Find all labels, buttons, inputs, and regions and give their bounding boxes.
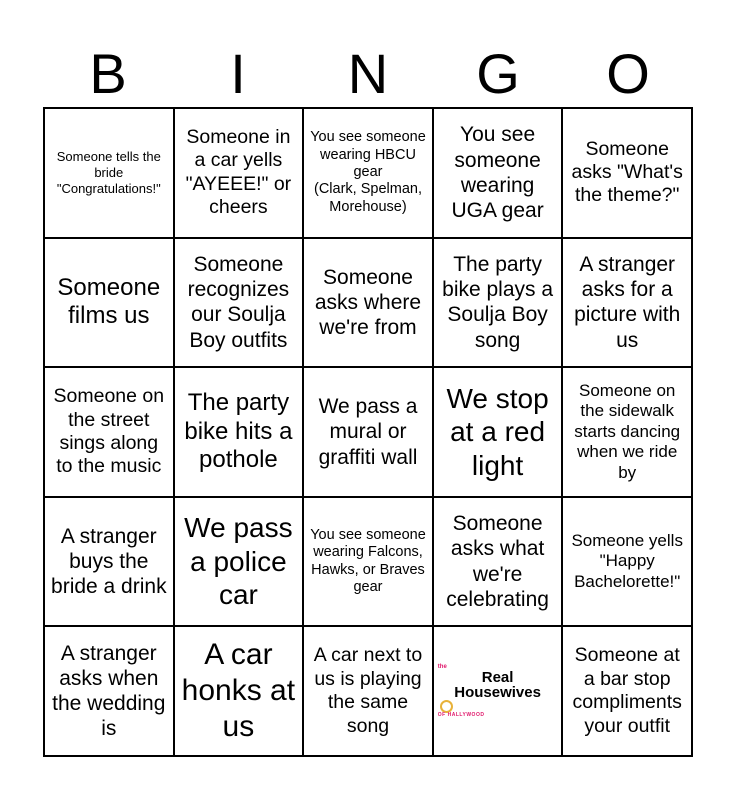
real-housewives-logo	[438, 664, 558, 718]
header-letter-g: G	[476, 42, 520, 105]
cell-text: Someone asks where we're from	[314, 265, 422, 339]
bingo-cell[interactable]	[303, 626, 433, 756]
logo-top-text: the	[437, 664, 447, 671]
bingo-header	[43, 42, 693, 106]
cell-text: You see someone wearing HBCU gear (Clark, Spelman, Morehouse)	[310, 129, 426, 215]
bingo-grid	[43, 107, 693, 757]
cell-text: The party bike hits a pothole	[184, 388, 293, 474]
bingo-cell[interactable]	[303, 238, 433, 368]
bingo-cell[interactable]	[174, 367, 304, 497]
cell-text: Someone asks "What's the theme?"	[571, 137, 683, 207]
bingo-cell[interactable]	[562, 626, 692, 756]
header-letter-b: B	[89, 42, 127, 105]
bingo-cell[interactable]	[303, 367, 433, 497]
cell-text: Someone on the sidewalk starts dancing when we ride by	[574, 381, 681, 482]
cell-text: A car honks at us	[181, 638, 296, 744]
bingo-cell[interactable]	[562, 108, 692, 238]
header-letter-i: I	[230, 42, 246, 105]
bingo-cell[interactable]	[44, 238, 174, 368]
bingo-cell[interactable]	[174, 238, 304, 368]
bingo-cell[interactable]	[174, 497, 304, 627]
bingo-cell[interactable]	[44, 367, 174, 497]
logo-main-text	[438, 670, 558, 713]
free-space-cell[interactable]	[433, 626, 563, 756]
cell-text: We pass a mural or graffiti wall	[318, 395, 418, 469]
cell-text: The party bike plays a Soulja Boy song	[442, 253, 554, 352]
bingo-cell[interactable]	[433, 238, 563, 368]
bingo-cell[interactable]	[562, 497, 692, 627]
bingo-cell[interactable]	[433, 108, 563, 238]
cell-text: A car next to us is playing the same song	[313, 644, 423, 737]
cell-text: Someone yells "Happy Bachelorette!"	[571, 531, 683, 591]
bingo-cell[interactable]	[44, 497, 174, 627]
cell-text: Someone films us	[57, 273, 161, 330]
bingo-cell[interactable]	[174, 626, 304, 756]
cell-text: A stranger asks when the wedding is	[52, 641, 166, 741]
bingo-cell[interactable]	[44, 626, 174, 756]
bingo-cell[interactable]	[174, 108, 304, 238]
logo-sub-text: OF HALLYWOOD	[437, 712, 485, 719]
bingo-cell[interactable]	[433, 367, 563, 497]
cell-text: You see someone wearing UGA gear	[451, 123, 544, 222]
header-letter-o: O	[606, 42, 650, 105]
bingo-cell[interactable]	[44, 108, 174, 238]
cell-text: Someone recognizes our Soulja Boy outfits	[187, 253, 290, 352]
cell-text: Someone tells the bride "Congratulations!"	[56, 149, 161, 196]
cell-text: You see someone wearing Falcons, Hawks, or Braves gear	[310, 526, 426, 595]
cell-text: We pass a police car	[184, 512, 293, 611]
bingo-cell[interactable]	[303, 108, 433, 238]
cell-text: Someone on the street sings along to the music	[53, 385, 165, 478]
bingo-cell[interactable]	[562, 367, 692, 497]
cell-text: Someone at a bar stop compliments your outfit	[572, 644, 682, 737]
header-letter-n: N	[347, 42, 389, 105]
logo-title: Real Housewives	[454, 669, 541, 702]
cell-text: A stranger buys the bride a drink	[51, 524, 167, 599]
bingo-cell[interactable]	[433, 497, 563, 627]
bingo-cell[interactable]	[303, 497, 433, 627]
cell-text: We stop at a red light	[446, 382, 549, 481]
bingo-cell[interactable]	[562, 238, 692, 368]
cell-text: Someone asks what we're celebrating	[446, 512, 549, 611]
cell-text: A stranger asks for a picture with us	[574, 253, 681, 352]
cell-text: Someone in a car yells "AYEEE!" or cheers	[185, 126, 292, 219]
